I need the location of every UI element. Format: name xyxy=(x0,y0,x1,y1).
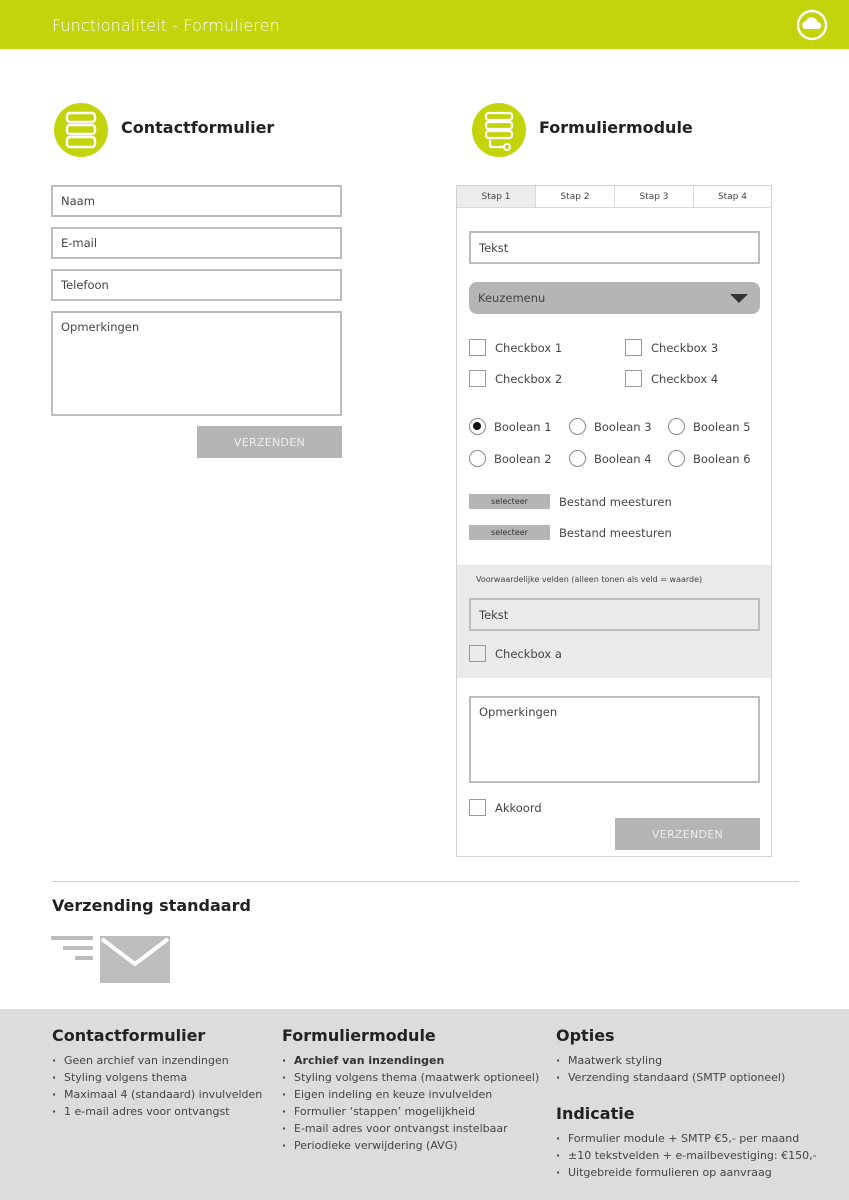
name-placeholder: Naam xyxy=(61,194,95,208)
agree-checkbox[interactable] xyxy=(469,799,542,816)
footer-contact-title: Contactformulier xyxy=(52,1026,206,1045)
list-item: · Maatwerk styling xyxy=(556,1052,785,1069)
cloud-icon[interactable] xyxy=(796,9,828,41)
module-remarks-placeholder: Opmerkingen xyxy=(479,705,558,719)
tab-step-1[interactable]: Stap 1 xyxy=(457,186,536,208)
remarks-placeholder: Opmerkingen xyxy=(61,320,140,334)
module-remarks-textarea[interactable] xyxy=(469,696,760,783)
conditional-text-placeholder: Tekst xyxy=(479,607,509,622)
tab-step-2[interactable]: Stap 2 xyxy=(536,186,615,208)
radio-label: Boolean 2 xyxy=(494,451,552,466)
checkbox-label: Checkbox 1 xyxy=(495,340,563,355)
mail-icon xyxy=(51,936,171,986)
checkbox-4[interactable] xyxy=(625,370,718,387)
section-divider xyxy=(52,881,799,882)
checkbox-box[interactable] xyxy=(469,799,486,816)
list-item: · ±10 tekstvelden + e-mailbevestiging: €150,- xyxy=(556,1147,817,1164)
file-upload-row-2 xyxy=(469,525,672,540)
text-field[interactable] xyxy=(469,231,760,264)
footer-options-title: Opties xyxy=(556,1026,615,1045)
text-field-placeholder: Tekst xyxy=(479,240,509,255)
list-item: · Formulier ‘stappen’ mogelijkheid xyxy=(282,1103,539,1120)
footer-module-title: Formuliermodule xyxy=(282,1026,436,1045)
conditional-text-field[interactable] xyxy=(469,598,760,631)
list-item: · 1 e-mail adres voor ontvangst xyxy=(52,1103,262,1120)
list-item: · Styling volgens thema xyxy=(52,1069,262,1086)
file-select-button[interactable]: selecteer xyxy=(469,525,550,540)
checkbox-label: Checkbox a xyxy=(495,646,562,661)
conditional-fields-label: Voorwaardelijke velden (alleen tonen als veld = waarde) xyxy=(476,575,703,584)
radio-boolean-5[interactable] xyxy=(668,418,751,435)
form-module-panel xyxy=(456,185,772,857)
radio-boolean-3[interactable] xyxy=(569,418,652,435)
form-stack-icon xyxy=(54,103,108,157)
radio-boolean-2[interactable] xyxy=(469,450,552,467)
checkbox-2[interactable] xyxy=(469,370,562,387)
list-item: · E-mail adres voor ontvangst instelbaar xyxy=(282,1120,539,1137)
file-select-button[interactable]: selecteer xyxy=(469,494,550,509)
email-placeholder: E-mail xyxy=(61,236,98,250)
footer-indication-title: Indicatie xyxy=(556,1104,635,1123)
radio-circle[interactable] xyxy=(668,450,685,467)
radio-label: Boolean 5 xyxy=(693,419,751,434)
shipping-title: Verzending standaard xyxy=(52,896,251,915)
phone-placeholder: Telefoon xyxy=(61,278,109,292)
conditional-fields-block xyxy=(457,565,771,678)
select-dropdown[interactable] xyxy=(469,282,760,314)
radio-boolean-4[interactable] xyxy=(569,450,652,467)
radio-label: Boolean 3 xyxy=(594,419,652,434)
contact-submit-button[interactable]: VERZENDEN xyxy=(197,426,342,458)
phone-field[interactable] xyxy=(51,269,342,301)
footer-contact-list xyxy=(52,1052,262,1120)
checkbox-box[interactable] xyxy=(469,339,486,356)
chevron-down-icon xyxy=(730,294,748,303)
radio-circle[interactable] xyxy=(469,418,486,435)
radio-boolean-6[interactable] xyxy=(668,450,751,467)
module-submit-button[interactable]: VERZENDEN xyxy=(615,818,760,850)
page-title: Functionaliteit - Formulieren xyxy=(52,16,280,35)
list-item: · Styling volgens thema (maatwerk optioneel) xyxy=(282,1069,539,1086)
checkbox-box[interactable] xyxy=(469,370,486,387)
checkbox-1[interactable] xyxy=(469,339,562,356)
radio-circle[interactable] xyxy=(569,418,586,435)
file-upload-label: Bestand meesturen xyxy=(559,494,672,509)
checkbox-box[interactable] xyxy=(625,370,642,387)
checkbox-label: Checkbox 3 xyxy=(651,340,719,355)
file-upload-row-1 xyxy=(469,494,672,509)
list-item: · Formulier module + SMTP €5,- per maand xyxy=(556,1130,817,1147)
radio-boolean-1[interactable] xyxy=(469,418,552,435)
list-item: · Verzending standaard (SMTP optioneel) xyxy=(556,1069,785,1086)
footer-options-list xyxy=(556,1052,785,1086)
email-field[interactable] xyxy=(51,227,342,259)
checkbox-a[interactable] xyxy=(469,645,562,662)
remarks-textarea[interactable] xyxy=(51,311,342,416)
checkbox-label: Checkbox 4 xyxy=(651,371,719,386)
list-item: · Eigen indeling en keuze invulvelden xyxy=(282,1086,539,1103)
tab-step-4[interactable]: Stap 4 xyxy=(694,186,771,208)
tab-step-3[interactable]: Stap 3 xyxy=(615,186,694,208)
footer-indication-list xyxy=(556,1130,817,1181)
checkbox-3[interactable] xyxy=(625,339,718,356)
list-item: · Geen archief van inzendingen xyxy=(52,1052,262,1069)
name-field[interactable] xyxy=(51,185,342,217)
agree-label: Akkoord xyxy=(495,800,542,815)
checkbox-box[interactable] xyxy=(469,645,486,662)
checkbox-box[interactable] xyxy=(625,339,642,356)
dropdown-label: Keuzemenu xyxy=(478,291,546,305)
footer-info xyxy=(0,1009,849,1200)
file-upload-label: Bestand meesturen xyxy=(559,525,672,540)
radio-label: Boolean 4 xyxy=(594,451,652,466)
checkbox-label: Checkbox 2 xyxy=(495,371,563,386)
footer-module-list xyxy=(282,1052,539,1154)
radio-circle[interactable] xyxy=(569,450,586,467)
form-module-icon xyxy=(472,103,526,157)
radio-circle[interactable] xyxy=(668,418,685,435)
form-module-title: Formuliermodule xyxy=(539,118,693,137)
list-item: · Maximaal 4 (standaard) invulvelden xyxy=(52,1086,262,1103)
radio-label: Boolean 1 xyxy=(494,419,552,434)
radio-circle[interactable] xyxy=(469,450,486,467)
contact-form-title: Contactformulier xyxy=(121,118,275,137)
list-item: · Archief van inzendingen xyxy=(282,1052,539,1069)
radio-label: Boolean 6 xyxy=(693,451,751,466)
list-item: · Periodieke verwijdering (AVG) xyxy=(282,1137,539,1154)
page-header xyxy=(0,0,849,49)
list-item: · Uitgebreide formulieren op aanvraag xyxy=(556,1164,817,1181)
